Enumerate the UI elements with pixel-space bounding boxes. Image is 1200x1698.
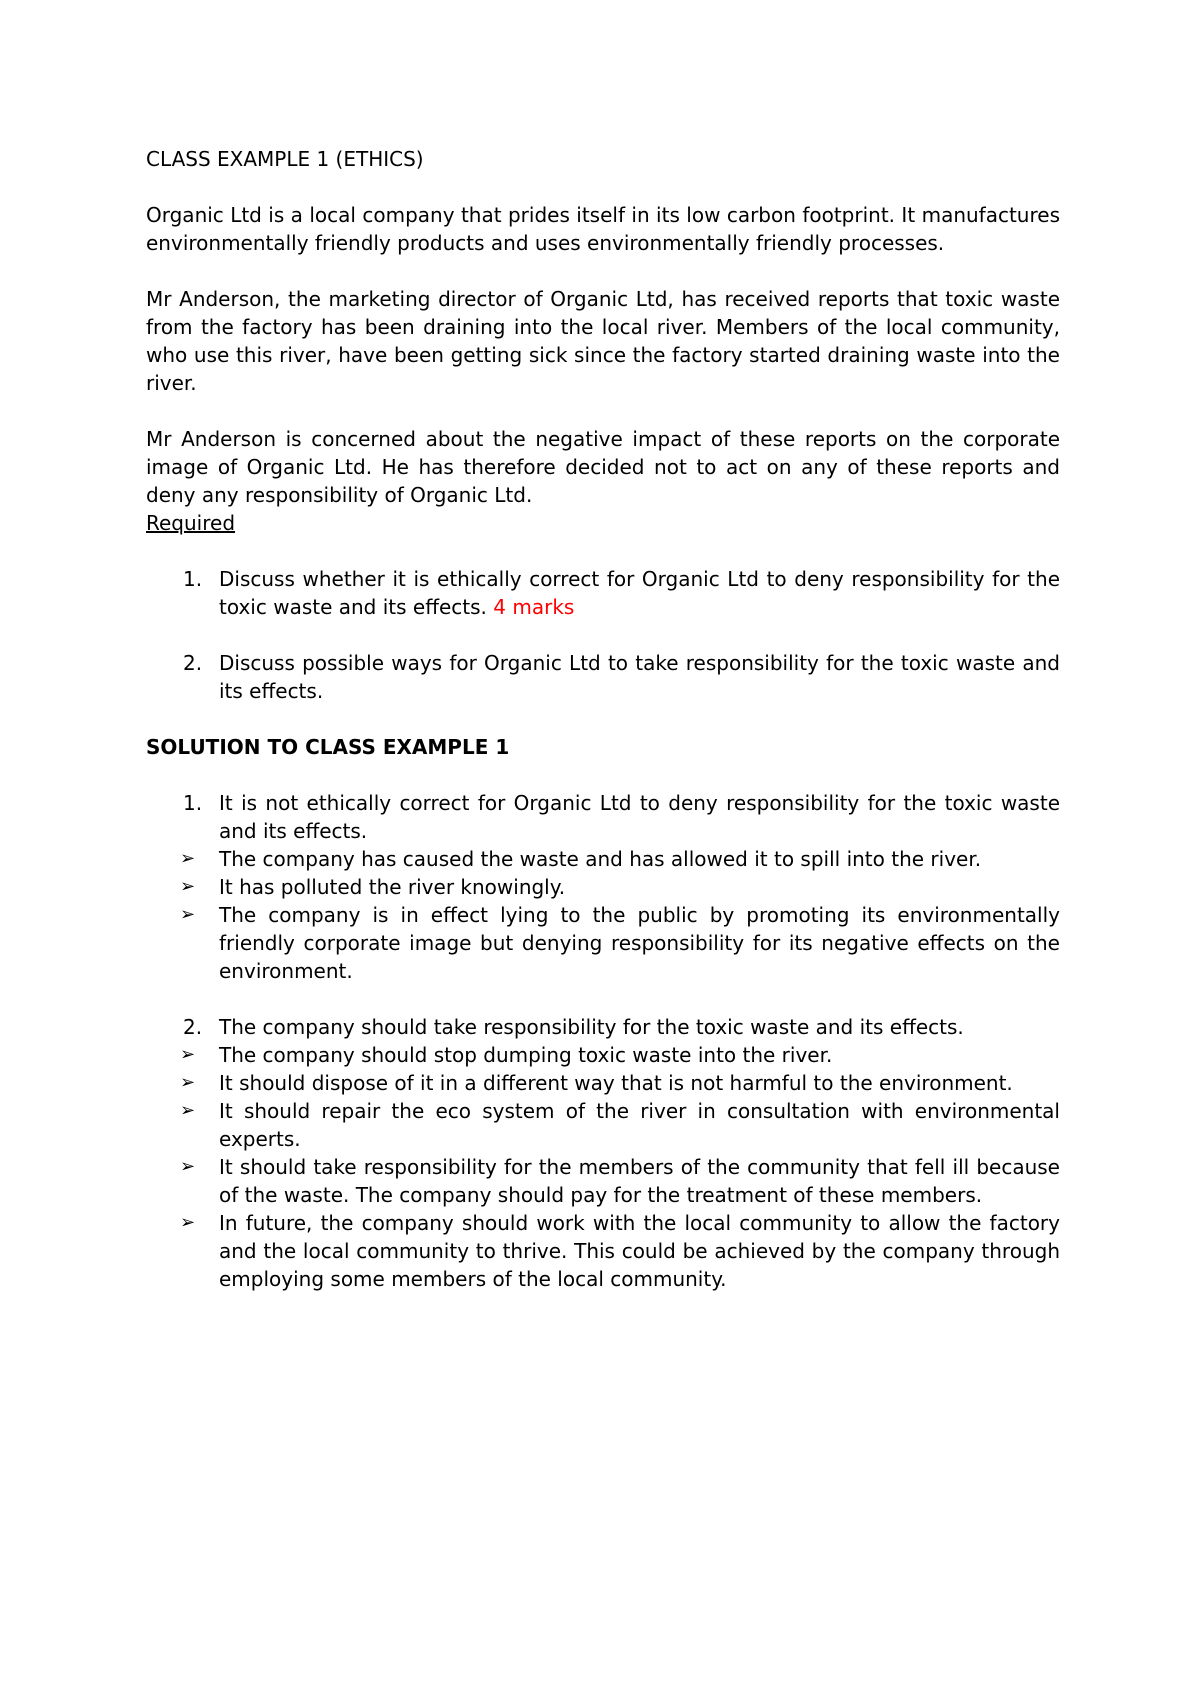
arrow-bullet-icon: ➢ [180, 876, 196, 897]
question-text: Discuss whether it is ethically correct for Organic Ltd to deny responsibility for the toxic waste and its effects. [219, 567, 1060, 619]
bullet-text: It should repair the eco system of the river in consultation with environmental experts. [219, 1099, 1060, 1151]
bullet-text: The company should stop dumping toxic waste into the river. [219, 1043, 833, 1067]
solution-text: The company should take responsibility for the toxic waste and its effects. [219, 1015, 964, 1039]
solution-bullets [146, 1041, 1060, 1293]
question-text: Discuss possible ways for Organic Ltd to take responsibility for the toxic waste and its effects. [219, 651, 1060, 703]
bullet-item [146, 901, 1060, 985]
arrow-bullet-icon: ➢ [180, 1044, 196, 1065]
arrow-bullet-icon: ➢ [180, 1212, 196, 1233]
arrow-bullet-icon: ➢ [180, 1156, 196, 1177]
solution-bullets [146, 845, 1060, 985]
arrow-bullet-icon: ➢ [180, 848, 196, 869]
bullet-text: The company is in effect lying to the public by promoting its environmentally friendly corporate image but denying responsibility for its negative effects on the environment. [219, 903, 1060, 983]
required-label: Required [146, 511, 236, 535]
intro-paragraph-3: Mr Anderson is concerned about the negative impact of these reports on the corporate image of Organic Ltd. He has therefore decided not to act on any of these reports and deny any responsibility of Organic Ltd. [146, 427, 1060, 507]
arrow-bullet-icon: ➢ [180, 904, 196, 925]
solution-number: 2. [183, 1015, 203, 1039]
bullet-item [146, 873, 1060, 901]
intro-paragraph-2: Mr Anderson, the marketing director of Organic Ltd, has received reports that toxic waste from the factory has been draining into the local river. Members of the local community, who use this river, have been getting sick since the factory started draining waste into the river. [146, 287, 1060, 395]
question-item [146, 565, 1060, 621]
arrow-bullet-icon: ➢ [180, 1100, 196, 1121]
solution-text: It is not ethically correct for Organic Ltd to deny responsibility for the toxic waste and its effects. [219, 791, 1060, 843]
solution-item [146, 789, 1060, 985]
bullet-text: It should take responsibility for the members of the community that fell ill because of the waste. The company should pay for the treatment of these members. [219, 1155, 1060, 1207]
intro-paragraph-1: Organic Ltd is a local company that prides itself in its low carbon footprint. It manufactures environmentally friendly products and uses environmentally friendly processes. [146, 203, 1060, 255]
bullet-item [146, 1097, 1060, 1153]
solutions-list [146, 789, 1060, 1293]
solution-number: 1. [183, 791, 203, 815]
question-number: 2. [183, 651, 203, 675]
bullet-text: In future, the company should work with the local community to allow the factory and the local community to thrive. This could be achieved by the company through employing some members of the local community. [219, 1211, 1060, 1291]
arrow-bullet-icon: ➢ [180, 1072, 196, 1093]
bullet-item [146, 1209, 1060, 1293]
question-number: 1. [183, 567, 203, 591]
bullet-text: It has polluted the river knowingly. [219, 875, 566, 899]
solution-item [146, 1013, 1060, 1293]
question-item [146, 649, 1060, 705]
bullet-item [146, 845, 1060, 873]
marks-label: 4 marks [493, 595, 575, 619]
questions-list [146, 565, 1060, 705]
solution-title: SOLUTION TO CLASS EXAMPLE 1 [146, 735, 510, 759]
bullet-item [146, 1153, 1060, 1209]
bullet-text: It should dispose of it in a different way that is not harmful to the environment. [219, 1071, 1013, 1095]
page-title: CLASS EXAMPLE 1 (ETHICS) [146, 147, 424, 171]
bullet-item [146, 1069, 1060, 1097]
bullet-item [146, 1041, 1060, 1069]
bullet-text: The company has caused the waste and has allowed it to spill into the river. [219, 847, 982, 871]
